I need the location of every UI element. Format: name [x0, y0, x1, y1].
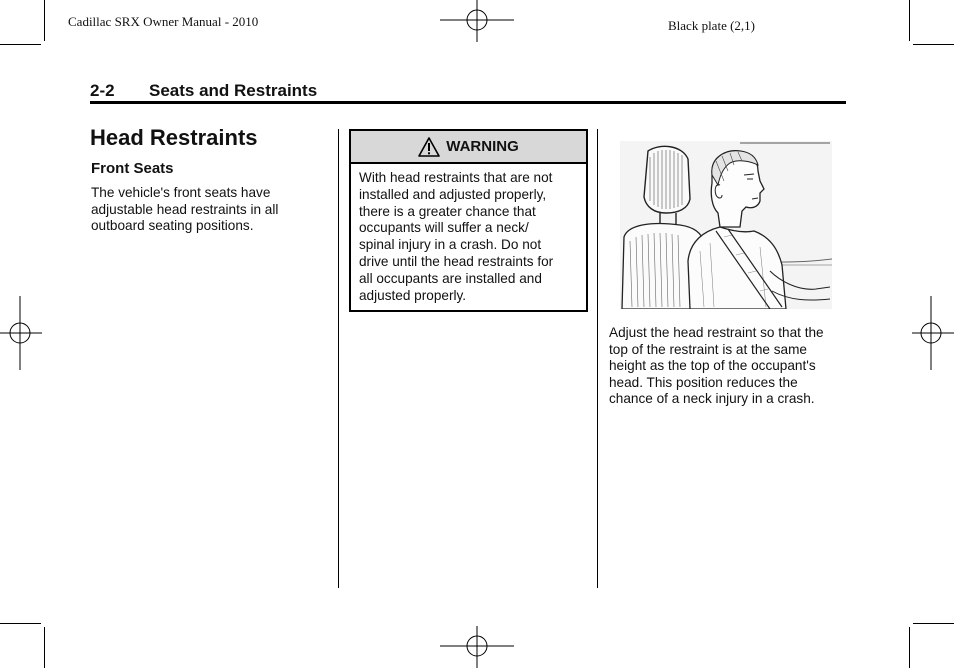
- text-line: adjusted properly.: [359, 287, 467, 303]
- crop-mark: [913, 44, 954, 45]
- crop-mark: [44, 0, 45, 41]
- head-restraint-illustration: [620, 141, 832, 309]
- registration-mark-icon: [440, 0, 514, 42]
- warning-text: [351, 164, 586, 304]
- subheading: Front Seats: [91, 160, 174, 177]
- column-divider: [597, 129, 598, 588]
- text-line: outboard seating positions.: [91, 218, 254, 234]
- manual-title: Cadillac SRX Owner Manual - 2010: [68, 14, 259, 29]
- crop-mark: [909, 627, 910, 668]
- crop-mark: [0, 44, 41, 45]
- text-line: chance of a neck injury in a crash.: [609, 391, 815, 407]
- header-rule: [90, 101, 846, 104]
- text-line: spinal injury in a crash. Do not: [359, 237, 542, 253]
- text-line: height as the top of the occupant's: [609, 358, 816, 374]
- warning-triangle-icon: [418, 137, 440, 157]
- warning-box: [349, 129, 588, 312]
- intro-paragraph: [91, 185, 278, 235]
- text-line: all occupants are installed and: [359, 270, 542, 286]
- text-line: Adjust the head restraint so that the: [609, 325, 824, 340]
- text-line: adjustable head restraints in all: [91, 201, 279, 217]
- warning-title: WARNING: [446, 138, 519, 155]
- text-line: The vehicle's front seats have: [91, 185, 271, 200]
- crop-mark: [913, 623, 954, 624]
- text-line: there is a greater chance that: [359, 203, 536, 219]
- registration-mark-icon: [912, 296, 954, 370]
- registration-mark-icon: [440, 626, 514, 668]
- plate-label: Black plate (2,1): [668, 18, 755, 33]
- page-heading: Head Restraints: [90, 125, 258, 150]
- text-line: drive until the head restraints for: [359, 253, 554, 269]
- crop-mark: [909, 0, 910, 41]
- text-line: top of the restraint is at the same: [609, 341, 807, 357]
- section-title: Seats and Restraints: [149, 81, 318, 100]
- caption-paragraph: [609, 325, 824, 408]
- text-line: head. This position reduces the: [609, 374, 798, 390]
- crop-mark: [44, 627, 45, 668]
- section-number: 2-2: [90, 81, 115, 100]
- text-line: installed and adjusted properly,: [359, 186, 547, 202]
- text-line: occupants will suffer a neck/: [359, 220, 529, 236]
- column-divider: [338, 129, 339, 588]
- registration-mark-icon: [0, 296, 42, 370]
- crop-mark: [0, 623, 41, 624]
- seated-occupant-illustration-icon: [620, 141, 832, 309]
- text-line: With head restraints that are not: [359, 170, 553, 185]
- warning-header: [351, 131, 586, 164]
